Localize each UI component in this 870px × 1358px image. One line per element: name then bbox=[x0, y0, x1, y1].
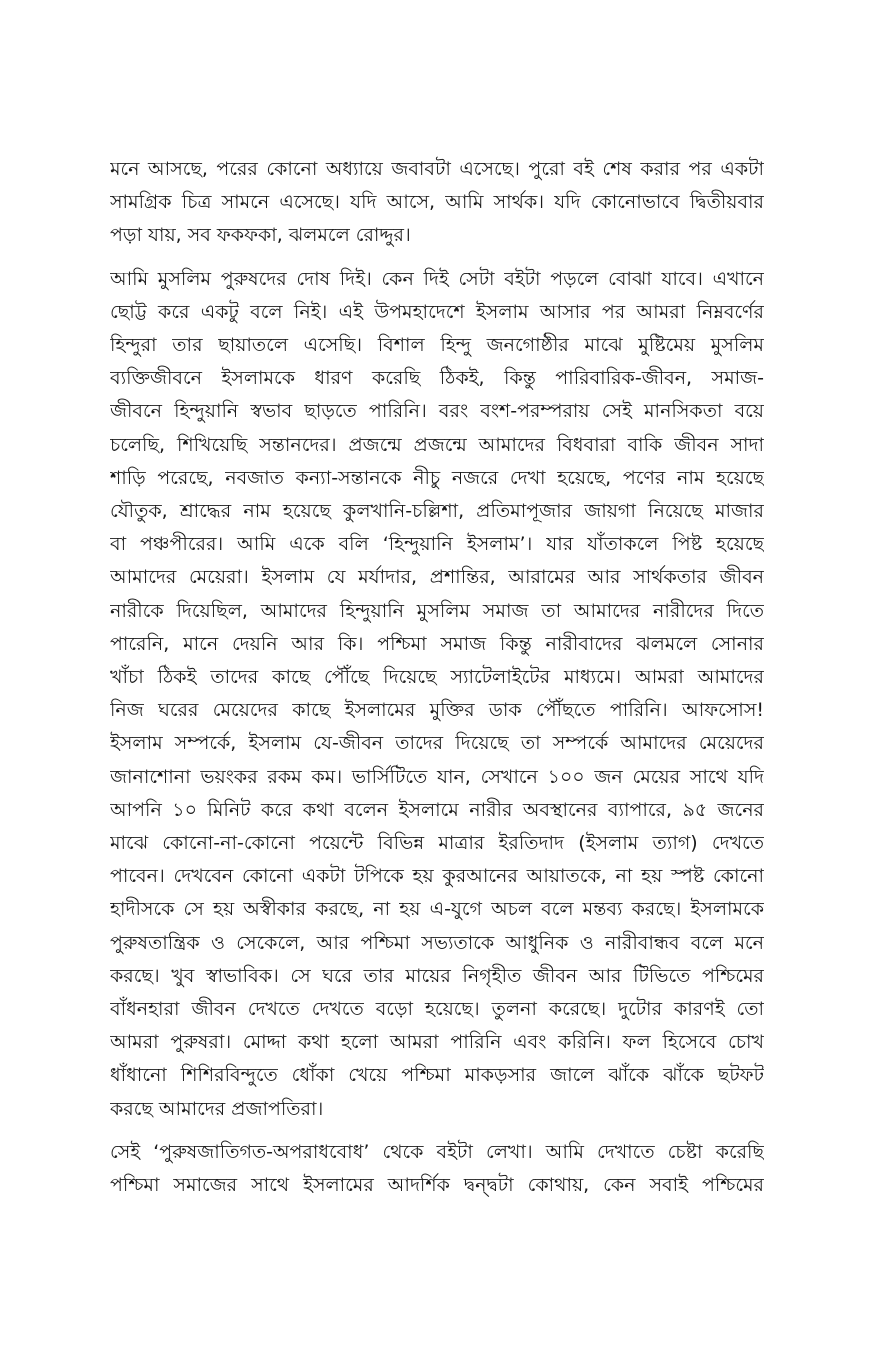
text-line: মাঝে কোনো-না-কোনো পয়েন্টে বিভিন্ন মাত্রার ইরতিদাদ (ইসলাম ত্যাগ) দেখতে bbox=[110, 832, 764, 855]
text-line: পারেনি, মানে দেয়নি আর কি। পশ্চিমা সমাজ কিন্তু নারীবাদের ঝলমলে সোনার bbox=[110, 632, 764, 655]
text-line: বা পঞ্চপীরের। আমি একে বলি ‘হিন্দুয়ানি ইসলাম’। যার যাঁতাকলে পিষ্ট হয়েছে bbox=[110, 533, 764, 556]
text-line: পাবেন। দেখবেন কোনো একটা টপিকে হয় কুরআনের আয়াতকে, না হয় স্পষ্ট কোনো bbox=[110, 865, 764, 888]
paragraph-3 bbox=[110, 1136, 764, 1202]
book-page bbox=[110, 153, 764, 1202]
text-line: হিন্দুরা তার ছায়াতলে এসেছি। বিশাল হিন্দু জনগোষ্ঠীর মাঝে মুষ্টিমেয় মুসলিম bbox=[110, 334, 764, 357]
text-line: ব্যক্তিজীবনে ইসলামকে ধারণ করেছি ঠিকই, কিন্তু পারিবারিক-জীবন, সমাজ- bbox=[110, 367, 764, 390]
text-line: ছোট্ট করে একটু বলে নিই। এই উপমহাদেশে ইসলাম আসার পর আমরা নিম্নবর্ণের bbox=[110, 300, 764, 323]
text-line: নারীকে দিয়েছিল, আমাদের হিন্দুয়ানি মুসলিম সমাজ তা আমাদের নারীদের দিতে bbox=[110, 599, 764, 622]
text-line: ইসলাম সম্পর্কে, ইসলাম যে-জীবন তাদের দিয়েছে তা সম্পর্কে আমাদের মেয়েদের bbox=[110, 732, 764, 755]
text-line: জীবনে হিন্দুয়ানি স্বভাব ছাড়তে পারিনি। বরং বংশ-পরম্পরায় সেই মানসিকতা বয়ে bbox=[110, 400, 764, 423]
text-line: করছে আমাদের প্রজাপতিরা। bbox=[110, 1097, 324, 1120]
text-line: খাঁচা ঠিকই তাদের কাছে পৌঁছে দিয়েছে স্যাটেলাইটের মাধ্যমে। আমরা আমাদের bbox=[110, 666, 764, 689]
text-line: হাদীসকে সে হয় অস্বীকার করছে, না হয় এ-যুগে অচল বলে মন্তব্য করছে। ইসলামকে bbox=[110, 898, 764, 921]
text-line: বাঁধনহারা জীবন দেখতে দেখতে বড়ো হয়েছে। তুলনা করেছে। দুটোর কারণই তো bbox=[110, 998, 764, 1021]
text-line: পশ্চিমা সমাজের সাথে ইসলামের আদর্শিক দ্বন্দ্বটা কোথায়, কেন সবাই পশ্চিমের bbox=[110, 1174, 764, 1197]
text-line: পড়া যায়, সব ফকফকা, ঝলমলে রোদ্দুর। bbox=[110, 224, 411, 247]
text-line: নিজ ঘরের মেয়েদের কাছে ইসলামের মুক্তির ডাক পৌঁছতে পারিনি। আফসোস! bbox=[110, 699, 764, 722]
text-line: আমি মুসলিম পুরুষদের দোষ দিই। কেন দিই সেটা বইটা পড়লে বোঝা যাবে। এখানে bbox=[110, 267, 764, 290]
text-line: সেই ‘পুরুষজাতিগত-অপরাধবোধ’ থেকে বইটা লেখা। আমি দেখাতে চেষ্টা করেছি bbox=[110, 1140, 764, 1163]
text-line: যৌতুক, শ্রাদ্ধের নাম হয়েছে কুলখানি-চল্লিশা, প্রতিমাপূজার জায়গা নিয়েছে মাজার bbox=[110, 500, 764, 523]
text-line: ধাঁধানো শিশিরবিন্দুতে ধোঁকা খেয়ে পশ্চিমা মাকড়সার জালে ঝাঁকে ঝাঁকে ছটফট bbox=[110, 1064, 764, 1087]
text-line: আমাদের মেয়েরা। ইসলাম যে মর্যাদার, প্রশান্তির, আরামের আর সার্থকতার জীবন bbox=[110, 566, 764, 589]
text-line: আপনি ১০ মিনিট করে কথা বলেন ইসলামে নারীর অবস্থানের ব্যাপারে, ৯৫ জনের bbox=[110, 798, 764, 821]
text-line: করছে। খুব স্বাভাবিক। সে ঘরে তার মায়ের নিগৃহীত জীবন আর টিভিতে পশ্চিমের bbox=[110, 964, 764, 987]
text-line: সামগ্রিক চিত্র সামনে এসেছে। যদি আসে, আমি সার্থক। যদি কোনোভাবে দ্বিতীয়বার bbox=[110, 191, 764, 214]
paragraph-2 bbox=[110, 263, 764, 1126]
paragraph-1 bbox=[110, 153, 764, 253]
text-line: চলেছি, শিখিয়েছি সন্তানদের। প্রজন্মে প্রজন্মে আমাদের বিধবারা বাকি জীবন সাদা bbox=[110, 433, 764, 456]
text-line: শাড়ি পরেছে, নবজাত কন্যা-সন্তানকে নীচু নজরে দেখা হয়েছে, পণের নাম হয়েছে bbox=[110, 466, 764, 489]
text-line: আমরা পুরুষরা। মোদ্দা কথা হলো আমরা পারিনি এবং করিনি। ফল হিসেবে চোখ bbox=[110, 1031, 764, 1054]
text-line: পুরুষতান্ত্রিক ও সেকেলে, আর পশ্চিমা সভ্যতাকে আধুনিক ও নারীবান্ধব বলে মনে bbox=[110, 931, 764, 954]
text-line: মনে আসছে, পরের কোনো অধ্যায়ে জবাবটা এসেছে। পুরো বই শেষ করার পর একটা bbox=[110, 158, 764, 180]
text-line: জানাশোনা ভয়ংকর রকম কম। ভার্সিটিতে যান, সেখানে ১০০ জন মেয়ের সাথে যদি bbox=[110, 765, 764, 788]
